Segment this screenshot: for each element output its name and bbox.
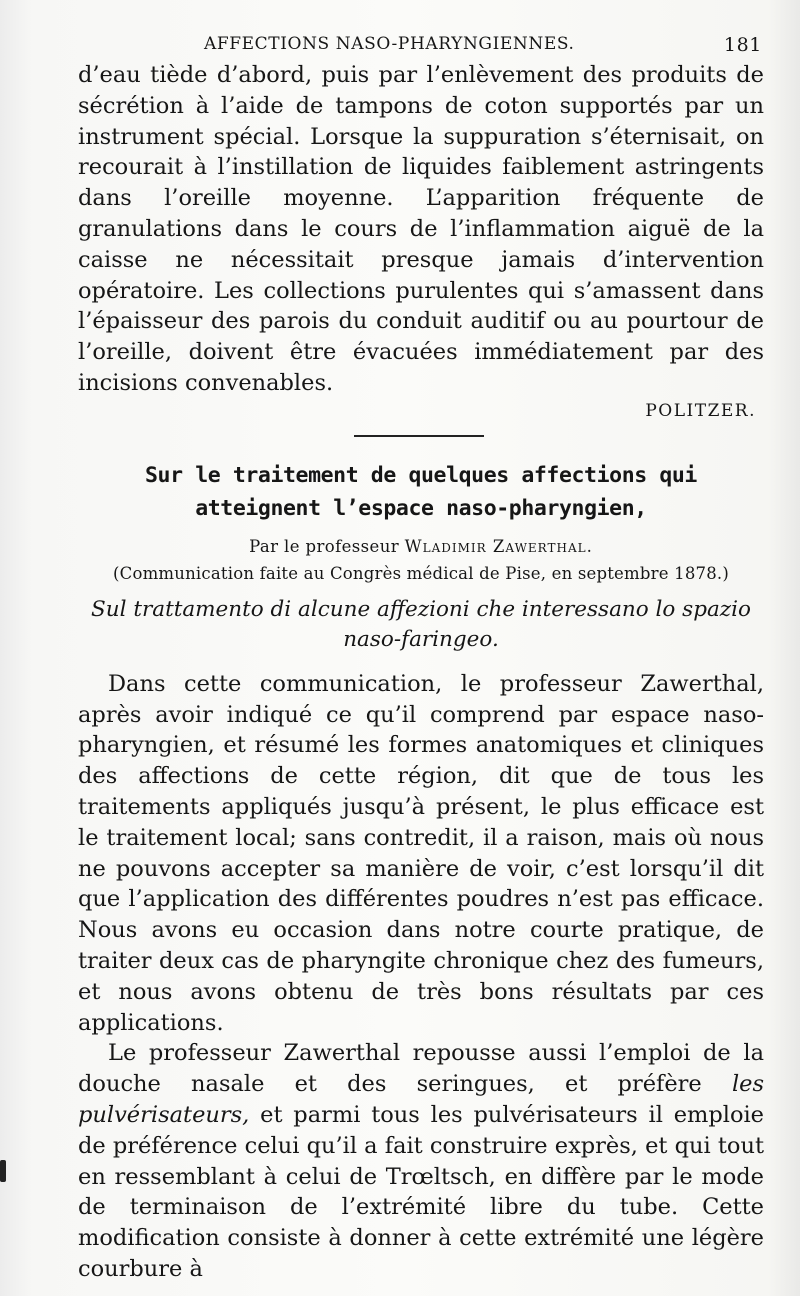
paragraph-text-after: et parmi tous les pulvérisateurs il emploie de préférence celui qu’il a fait construire exprès, et qui tout en ressemblant à celui de Trœltsch, en diffère par le mode de terminaison de l’extrémité libre du tube. Cette modification consiste à donner à cette extrémité une légère courbure à — [78, 1101, 764, 1282]
byline-prefix: Par le professeur — [249, 536, 400, 556]
article-heading: Sur le traitement de quelques affections qui atteignent l’espace naso-pharyngien, — [145, 462, 697, 521]
author-signature: POLITZER. — [645, 400, 756, 421]
byline-author: Wladimir Zawerthal. — [404, 536, 593, 556]
page-content — [78, 30, 764, 1285]
article-origin: (Communication faite au Congrès médical de Pise, en septembre 1878.) — [112, 563, 730, 583]
paragraph-pulverisateurs — [78, 1038, 764, 1284]
page-number: 181 — [723, 34, 762, 56]
article-byline — [78, 537, 764, 556]
section-divider — [354, 435, 484, 437]
page-edge-mark — [0, 1160, 6, 1182]
paragraph-text-before: Le professeur Zawerthal repousse aussi l’emploi de la douche nasale et des seringues, et préfère — [78, 1040, 764, 1098]
emphasis-text: les pulvérisateurs, — [78, 1071, 764, 1128]
italian-title: Sul trattamento di alcune affezioni che interessano lo spazio naso-faringeo. — [91, 596, 751, 652]
running-head-title: AFFECTIONS NASO-PHARYNGIENNES. — [204, 34, 575, 54]
paragraph-continuation: d’eau tiède d’abord, puis par l’enlèvement des produits de sécrétion à l’aide de tampons de coton supportés par un instrument spécial. Lorsque la suppuration s’éternisait, on recourait à l’instillation de liquides faiblement astringents dans l’oreille moyenne. L’apparition fréquente de granulations dans le cours de l’inflammation aiguë de la caisse ne nécessitait presque jamais d’intervention opératoire. Les collections purulentes qui s’amassent dans l’épaisseur des parois du conduit auditif ou au pourtour de l’oreille, doivent être évacuées immédiatement par des incisions convenables. — [78, 62, 764, 396]
running-head — [78, 30, 764, 60]
paragraph-zawerthal: Dans cette communication, le professeur Zawerthal, après avoir indiqué ce qu’il comprend par espace naso-pharyngien, et résumé les formes anatomiques et cliniques des affections de cette région, dit que de tous les traitements appliqués jusqu’à présent, le plus efficace est le traitement local; sans contredit, il a raison, mais où nous ne pouvons accepter sa manière de voir, c’est lorsqu’il dit que l’application des différentes poudres n’est pas efficace. Nous avons eu occasion dans notre courte pratique, de traiter deux cas de pharyngite chronique chez des fumeurs, et nous avons obtenu de très bons résultats par ces applications. — [78, 670, 764, 1036]
